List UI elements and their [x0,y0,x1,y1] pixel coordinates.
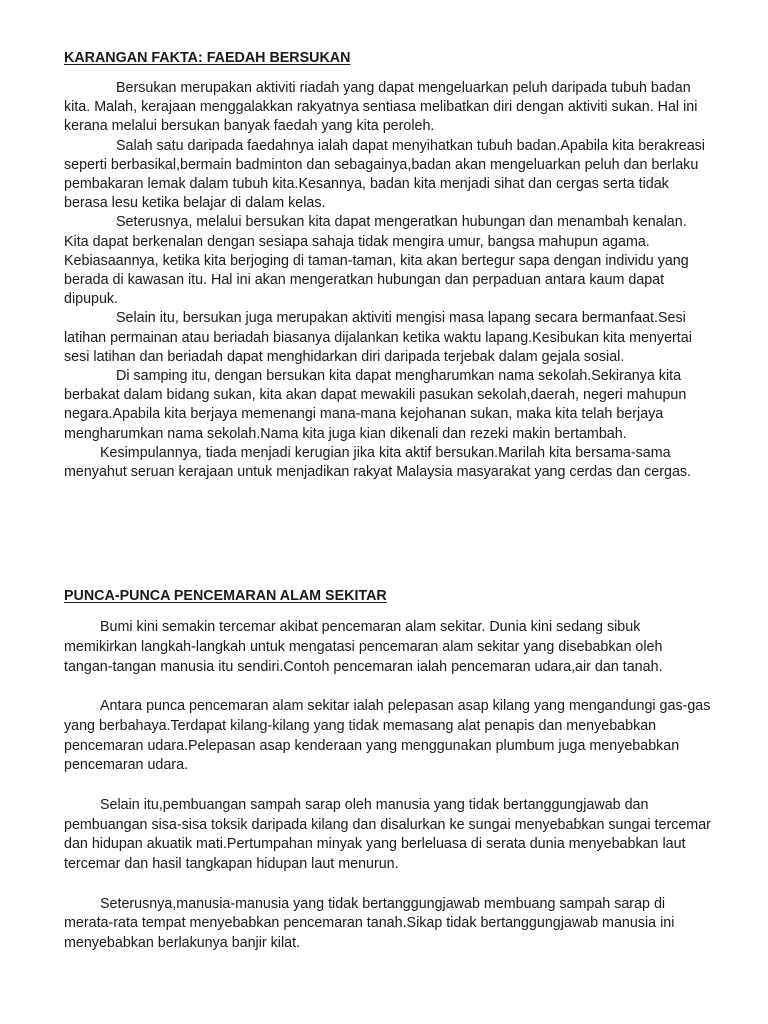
essay-section-faedah-bersukan [64,48,714,482]
paragraph-intro: Bersukan merupakan aktiviti riadah yang dapat mengeluarkan peluh daripada tubuh badan kita. Malah, kerajaan menggalakkan rakyatnya sentiasa melibatkan diri dengan aktiviti sukan. Hal ini kerana melalui bersukan banyak faedah yang kita peroleh. [64,80,698,135]
section-title-faedah-bersukan: KARANGAN FAKTA: FAEDAH BERSUKAN [64,50,351,66]
paragraph-pencemaran-udara: Antara punca pencemaran alam sekitar ialah pelepasan asap kilang yang mengandungi gas-gas yang berbahaya.Terdapat kilang-kilang yang tidak memasang alat penapis dan menyebabkan pencemaran udara.Pelepasan asap kenderaan yang menggunakan plumbum juga menyebabkan pencemaran udara. [64,697,711,774]
paragraph-faedah-masa-lapang: Selain itu, bersukan juga merupakan aktiviti mengisi masa lapang secara bermanfaat.Sesi latihan permainan atau beriadah biasanya dijalankan ketika waktu lapang.Kesibukan kita menyertai sesi latihan dan beriadah dapat menghidarkan diri daripada terjebak dalam gejala sosial. [64,310,692,365]
paragraph-pencemaran-air: Selain itu,pembuangan sampah sarap oleh manusia yang tidak bertanggungjawab dan pembuangan sisa-sisa toksik daripada kilang dan disalurkan ke sungai menyebabkan sungai tercemar dan hidupan akuatik mati.Pertumpahan minyak yang berleluasa di serata dunia menyebabkan laut tercemar dan hasil tangkapan hidupan laut menurun. [64,796,711,873]
paragraph-faedah-sihat: Salah satu daripada faedahnya ialah dapat menyihatkan tubuh badan.Apabila kita berakreasi seperti berbasikal,bermain badminton dan sebagainya,badan akan mengeluarkan peluh dan berlaku pembakaran lemak dalam tubuh kita.Kesannya, badan kita menjadi sihat dan cergas serta tidak berasa lesu ketika belajar di dalam kelas. [64,137,705,212]
paragraph-faedah-nama-sekolah: Di samping itu, dengan bersukan kita dapat mengharumkan nama sekolah.Sekiranya kita berbakat dalam bidang sukan, kita akan dapat mewakili pasukan sekolah,daerah, negeri mahupun negara.Apabila kita berjaya memenangi mana-mana kejohanan sukan, maka kita telah berjaya mengharumkan nama sekolah.Nama kita juga kian dikenali dan rezeki makin bertambah. [64,368,687,442]
paragraph-faedah-hubungan: Seterusnya, melalui bersukan kita dapat mengeratkan hubungan dan menambah kenalan. Kita dapat berkenalan dengan sesiapa sahaja tidak mengira umur, bangsa mahupun agama. Kebiasaannya, ketika kita berjoging di taman-taman, kita akan bertegur sapa dengan individu yang berada di kawasan itu. Hal ini akan mengeratkan hubungan dan perpaduan antara kaum dapat dipupuk. [64,214,689,308]
paragraph-pencemaran-tanah: Seterusnya,manusia-manusia yang tidak bertanggungjawab membuang sampah sarap di merata-rata tempat menyebabkan pencemaran tanah.Sikap tidak bertanggungjawab manusia ini menyebabkan berlakunya banjir kilat. [64,895,675,952]
paragraph-pencemaran-intro: Bumi kini semakin tercemar akibat pencemaran alam sekitar. Dunia kini sedang sibuk memikirkan langkah-langkah untuk mengatasi pencemaran alam sekitar yang disebabkan oleh tangan-tangan manusia itu sendiri.Contoh pencemaran ialah pencemaran udara,air dan tanah. [64,619,663,675]
essay-section-pencemaran-alam [64,586,714,974]
section-title-pencemaran-alam: PUNCA-PUNCA PENCEMARAN ALAM SEKITAR [64,588,387,604]
paragraph-kesimpulan: Kesimpulannya, tiada menjadi kerugian jika kita aktif bersukan.Marilah kita bersama-sama menyahut seruan kerajaan untuk menjadikan rakyat Malaysia masyarakat yang cerdas dan cergas. [64,444,692,481]
